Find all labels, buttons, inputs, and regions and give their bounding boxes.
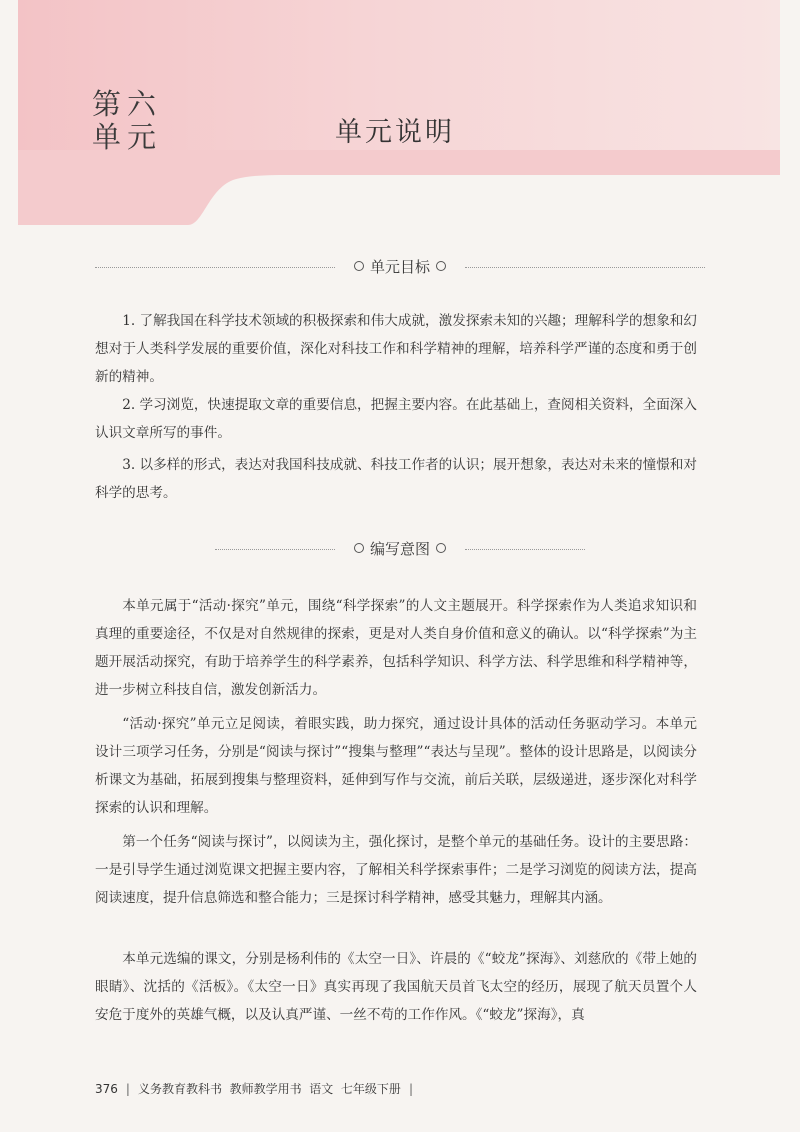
series-name: 义务教育教科书 (137, 1082, 222, 1096)
unit-number (92, 88, 162, 154)
page-number: 376 (95, 1082, 118, 1096)
banner-curve-decoration (18, 150, 800, 240)
subject-name: 语文 (309, 1082, 334, 1096)
circle-bullet-icon (354, 261, 364, 271)
circle-bullet-icon (354, 543, 364, 553)
intent-paragraph-4: 本单元选编的课文，分别是杨利伟的《太空一日》、许晨的《“蛟龙”探海》、刘慈欣的《带上她的眼睛》、沈括的《活板》。《太空一日》真实再现了我国航天员首飞太空的经历，展现了航天员置个人安危于度外的英雄气概，以及认真严谨、一丝不苟的工作作风。《“蛟龙”探海》，真 (95, 951, 697, 1023)
intent-paragraph-1: 本单元属于“活动·探究”单元，围绕“科学探索”的人文主题展开。科学探索作为人类追求知识和真理的重要途径，不仅是对自然规律的探索，更是对人类自身价值和意义的确认。以“科学探索”为主题开展活动探究，有助于培养学生的科学素养，包括科学知识、科学方法、科学思维和科学精神等，进一步树立科技自信，激发创新活力。 (95, 598, 697, 698)
section-heading-goals (95, 256, 705, 280)
section-label (95, 256, 705, 277)
intent-paragraph-2: “活动·探究”单元立足阅读，着眼实践，助力探究，通过设计具体的活动任务驱动学习。本单元设计三项学习任务，分别是“阅读与探讨”“搜集与整理”“表达与呈现”。整体的设计思路是，以阅读分析课文为基础，拓展到搜集与整理资料，延伸到写作与交流，前后关联，层级递进，逐步深化对科学探索的认识和理解。 (95, 716, 697, 816)
intent-paragraph-3: 第一个任务“阅读与探讨”，以阅读为主，强化探讨，是整个单元的基础任务。设计的主要思路：一是引导学生通过浏览课文把握主要内容，了解相关科学探索事件；二是学习浏览的阅读方法，提高阅读速度，提升信息筛选和整合能力；三是探讨科学精神，感受其魅力，理解其内涵。 (95, 834, 697, 906)
book-name: 教师教学用书 (229, 1082, 302, 1096)
circle-bullet-icon (436, 261, 446, 271)
unit-number-line1: 第六 (92, 87, 163, 121)
section-heading-text: 编写意图 (369, 540, 430, 558)
page-footer: 376 | 义务教育教科书 教师教学用书 语文 七年级下册 | (95, 1082, 413, 1096)
circle-bullet-icon (436, 543, 446, 553)
section-heading-text: 单元目标 (369, 258, 430, 276)
section-label (95, 538, 705, 559)
page-title: 单元说明 (335, 117, 455, 148)
goal-paragraph-2: 2. 学习浏览，快速提取文章的重要信息，把握主要内容。在此基础上，查阅相关资料，全面深入认识文章所写的事件。 (95, 397, 697, 441)
grade-name: 七年级下册 (340, 1082, 401, 1096)
unit-number-line2: 单元 (92, 120, 163, 154)
section-heading-intent (95, 538, 705, 562)
goal-paragraph-1: 1. 了解我国在科学技术领域的积极探索和伟大成就，激发探索未知的兴趣；理解科学的想象和幻想对于人类科学发展的重要价值，深化对科技工作和科学精神的理解，培养科学严谨的态度和勇于创新的精神。 (95, 313, 697, 385)
goal-paragraph-3: 3. 以多样的形式，表达对我国科技成就、科技工作者的认识；展开想象，表达对未来的憧憬和对科学的思考。 (95, 457, 697, 501)
